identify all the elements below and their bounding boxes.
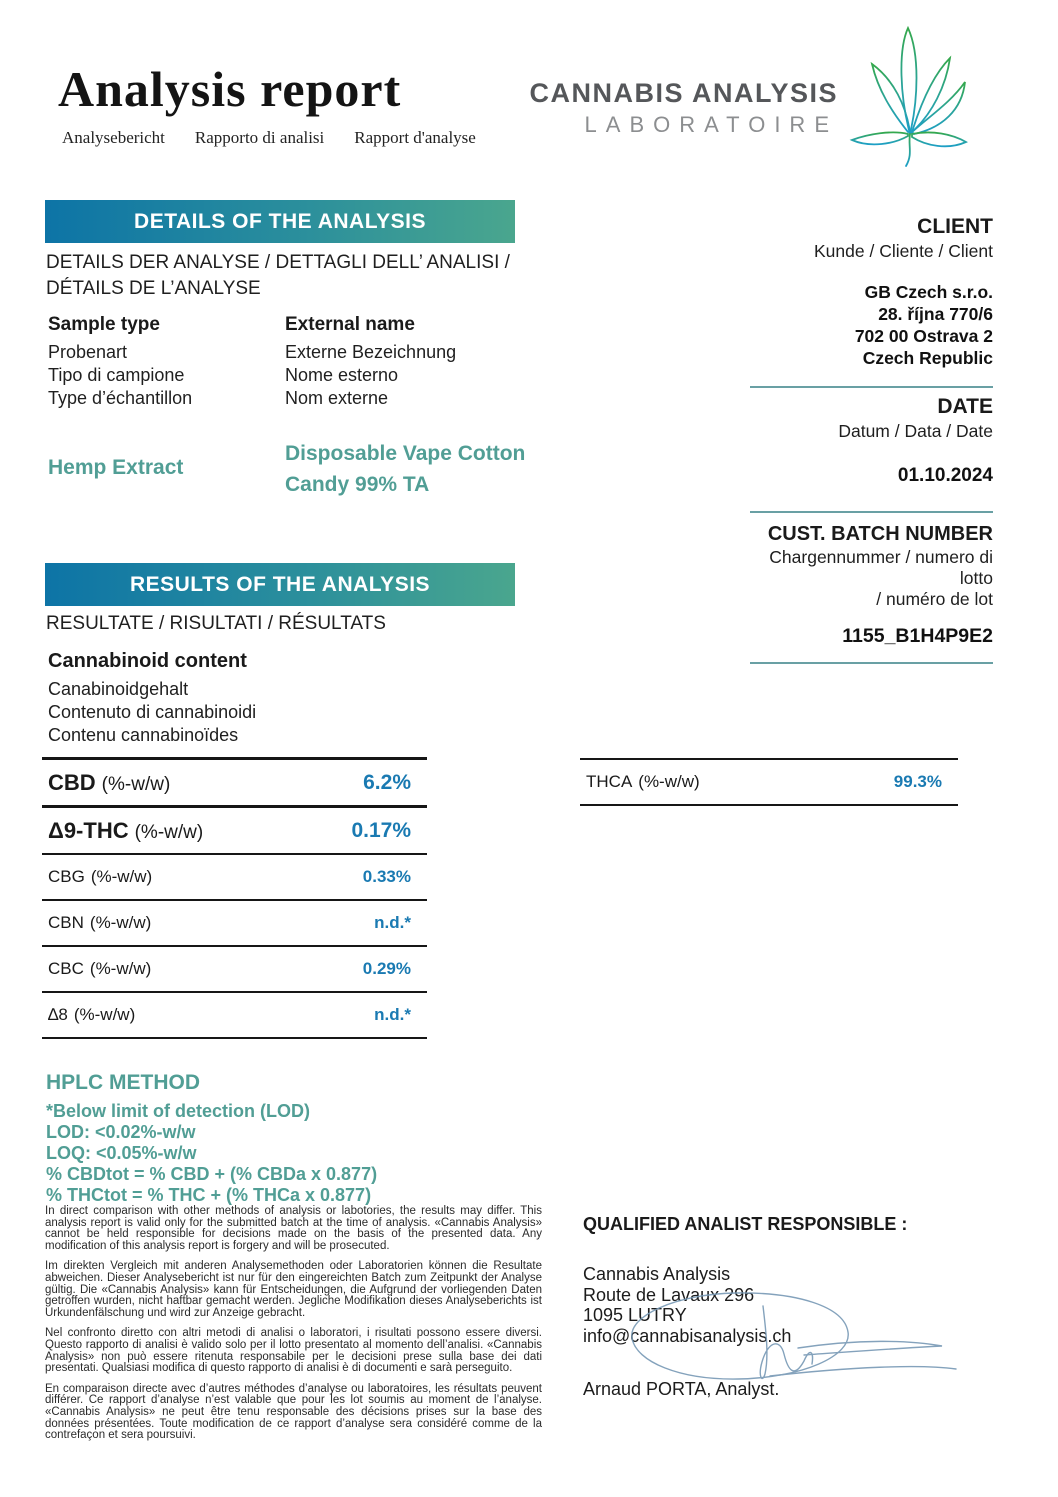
cannabinoid-content-labels bbox=[48, 650, 256, 747]
analyte-unit: (%-w/w) bbox=[73, 1005, 136, 1024]
table-row-thca bbox=[580, 758, 958, 804]
external-name-label-fr: Nom externe bbox=[285, 388, 389, 408]
table-row-cbn bbox=[42, 899, 427, 945]
client-address-line1: 28. října 770/6 bbox=[878, 304, 993, 324]
brand-logo-text bbox=[520, 78, 838, 138]
analyst-address-line1: Route de Lavaux 296 bbox=[583, 1284, 755, 1305]
analyte-unit: (%-w/w) bbox=[89, 959, 152, 978]
client-label-translations: Kunde / Cliente / Client bbox=[814, 241, 993, 261]
cannabis-leaf-icon bbox=[848, 22, 970, 170]
sample-type-label: Sample type bbox=[48, 314, 160, 335]
analyte-value: n.d.* bbox=[374, 1005, 411, 1024]
external-name-label-it: Nome esterno bbox=[285, 365, 399, 385]
date-label-translations: Datum / Data / Date bbox=[838, 421, 993, 441]
signature-image bbox=[618, 1286, 958, 1386]
external-name-label: External name bbox=[285, 314, 415, 335]
brand-name: CANNABIS ANALYSIS bbox=[529, 78, 838, 108]
sample-type-label-fr: Type d’échantillon bbox=[48, 388, 193, 408]
method-line: % THCtot = % THC + (% THCa x 0.877) bbox=[46, 1185, 372, 1205]
batch-label-translations-line2: / numéro de lot bbox=[876, 589, 993, 609]
sample-type-labels bbox=[48, 314, 192, 410]
table-row-d9thc bbox=[42, 805, 427, 853]
sample-type-value: Hemp Extract bbox=[48, 456, 184, 479]
analyte-value: 0.33% bbox=[362, 867, 411, 886]
analyte-unit: (%-w/w) bbox=[89, 913, 152, 932]
analyte-value: 0.29% bbox=[362, 959, 411, 978]
analyst-name: Arnaud PORTA, Analyst. bbox=[583, 1379, 780, 1399]
subtitle-german: Analysebericht bbox=[62, 128, 165, 147]
hplc-method-title: HPLC METHOD bbox=[46, 1071, 200, 1094]
table-row-cbg bbox=[42, 853, 427, 899]
analyte-value: 99.3% bbox=[893, 772, 942, 791]
details-translations-line1: DETAILS DER ANALYSE / DETTAGLI DELL’ ANALISI / bbox=[46, 252, 510, 273]
analyte-name: CBG bbox=[48, 867, 85, 886]
batch-value: 1155_B1H4P9E2 bbox=[842, 625, 993, 647]
analyte-value: 0.17% bbox=[351, 818, 411, 842]
method-line: *Below limit of detection (LOD) bbox=[46, 1101, 310, 1121]
date-value: 01.10.2024 bbox=[897, 465, 993, 486]
analyte-unit: (%-w/w) bbox=[638, 772, 700, 791]
thca-results-table bbox=[580, 758, 958, 806]
client-address-line3: Czech Republic bbox=[862, 348, 993, 368]
brand-subname: LABORATOIRE bbox=[584, 112, 838, 137]
details-translations-line2: DÉTAILS DE L’ANALYSE bbox=[46, 278, 261, 299]
cannabinoid-content-title-de: Canabinoidgehalt bbox=[48, 679, 189, 699]
divider-line bbox=[750, 511, 993, 513]
analyte-unit: (%-w/w) bbox=[101, 773, 171, 795]
results-section-header: RESULTS OF THE ANALYSIS bbox=[45, 563, 515, 606]
analyte-value: 6.2% bbox=[363, 770, 411, 794]
disclaimer-english: In direct comparison with other methods of analysis or labotories, the results may differ. This analysis report is valid only for the submitted batch at the time of analysis. «Cannabis Analysis» cannot be held responsible for decisions made on the basis of the presented data. Any modification of this analysis report is forgery and will be prosecuted. bbox=[45, 1205, 542, 1252]
analyte-name: CBC bbox=[48, 959, 84, 978]
analyst-company: Cannabis Analysis bbox=[583, 1264, 731, 1284]
analyte-unit: (%-w/w) bbox=[90, 867, 153, 886]
divider-line bbox=[750, 386, 993, 388]
batch-label: CUST. BATCH NUMBER bbox=[767, 523, 993, 545]
subtitle-italian: Rapporto di analisi bbox=[194, 128, 325, 147]
details-section-header: DETAILS OF THE ANALYSIS bbox=[45, 200, 515, 243]
analyte-unit: (%-w/w) bbox=[134, 821, 204, 843]
method-line: LOQ: <0.05%-w/w bbox=[46, 1143, 197, 1163]
analyte-name: THCA bbox=[586, 772, 633, 791]
cannabinoid-content-title: Cannabinoid content bbox=[48, 650, 247, 672]
batch-label-translations-line1: Chargennummer / numero di lotto bbox=[769, 547, 993, 588]
details-section-translations bbox=[46, 250, 526, 302]
subtitle-french: Rapport d'analyse bbox=[354, 128, 476, 147]
external-name-value: Disposable Vape Cotton Candy 99% TA bbox=[285, 442, 526, 496]
external-name-labels bbox=[285, 314, 456, 410]
client-info-column bbox=[750, 214, 993, 664]
analyst-address-line2: 1095 LUTRY bbox=[583, 1305, 687, 1326]
disclaimer-block bbox=[45, 1206, 542, 1451]
method-line: LOD: <0.02%-w/w bbox=[46, 1122, 196, 1142]
method-line: % CBDtot = % CBD + (% CBDa x 0.877) bbox=[46, 1164, 378, 1184]
analyte-value: n.d.* bbox=[374, 913, 411, 932]
hplc-method-block bbox=[46, 1070, 377, 1206]
sample-type-label-de: Probenart bbox=[48, 342, 128, 362]
divider-line bbox=[750, 662, 993, 664]
analyte-name: CBD bbox=[48, 769, 96, 795]
analyte-name: CBN bbox=[48, 913, 84, 932]
analyst-responsible-title: QUALIFIED ANALIST RESPONSIBLE : bbox=[583, 1214, 908, 1234]
date-label: DATE bbox=[937, 395, 993, 418]
sample-type-label-it: Tipo di campione bbox=[48, 365, 185, 385]
table-row-cbd bbox=[42, 757, 427, 805]
disclaimer-french: En comparaison directe avec d’autres méthodes d’analyse ou laboratoires, les résultats peuvent différer. Ce rapport d’analyse n’est valable que pour les lot soumis au moment de l’analyse. «Cannabis Analysis» ne peut être tenu responsable des décisions prises sur la base des données présentées. Toute modification de ce rapport d’analyse sera considéré comme de la contrefaçon et sera poursuivi. bbox=[45, 1382, 542, 1442]
analyte-name: Δ9-THC bbox=[48, 817, 129, 843]
external-name-label-de: Externe Bezeichnung bbox=[285, 342, 457, 362]
analyte-name: ∆8 bbox=[48, 1005, 68, 1024]
page-subtitles bbox=[62, 128, 476, 148]
disclaimer-german: Im direkten Vergleich mit anderen Analysemethoden oder Laboratorien können die Resultate abweichen. Dieser Analysebericht ist nur für den eingereichten Batch zum Zeitpunkt der Analyse gültig. Die «Cannabis Analysis» kann für Entscheidungen, die Aufgrund der vorliegenden Daten getroffen wurden, nicht haftbar gemacht werden. Jegliche Modifikation dieses Analyseberichts ist Urkundenfälschung und wird zur Anzeige gebracht. bbox=[45, 1260, 542, 1319]
client-label: CLIENT bbox=[917, 215, 993, 238]
results-section-translations: RESULTATE / RISULTATI / RÉSULTATS bbox=[46, 613, 386, 634]
analyst-email: info@cannabisanalysis.ch bbox=[583, 1326, 792, 1347]
table-row-cbc bbox=[42, 945, 427, 991]
cannabinoid-content-title-it: Contenuto di cannabinoidi bbox=[48, 702, 257, 722]
page-title: Analysis report bbox=[58, 61, 402, 117]
table-row-d8 bbox=[42, 991, 427, 1037]
client-name: GB Czech s.r.o. bbox=[864, 282, 993, 302]
disclaimer-italian: Nel confronto diretto con altri metodi di analisi o laboratori, i risultati possono essere diversi. Questo rapporto di analisi è valido solo per il lotto presentato al momento dell’analisi. «Cannabis Analysis» non può essere ritenuta responsabile per le decisioni prese sulla base dei dati presentati. Qualsiasi modifica di questo rapporto di analisi è di documenti e sarà perseguito. bbox=[45, 1327, 542, 1375]
client-address-line2: 702 00 Ostrava 2 bbox=[854, 326, 993, 346]
cannabinoid-content-title-fr: Contenu cannabinoïdes bbox=[48, 725, 239, 745]
cannabinoid-results-table bbox=[42, 757, 427, 1039]
